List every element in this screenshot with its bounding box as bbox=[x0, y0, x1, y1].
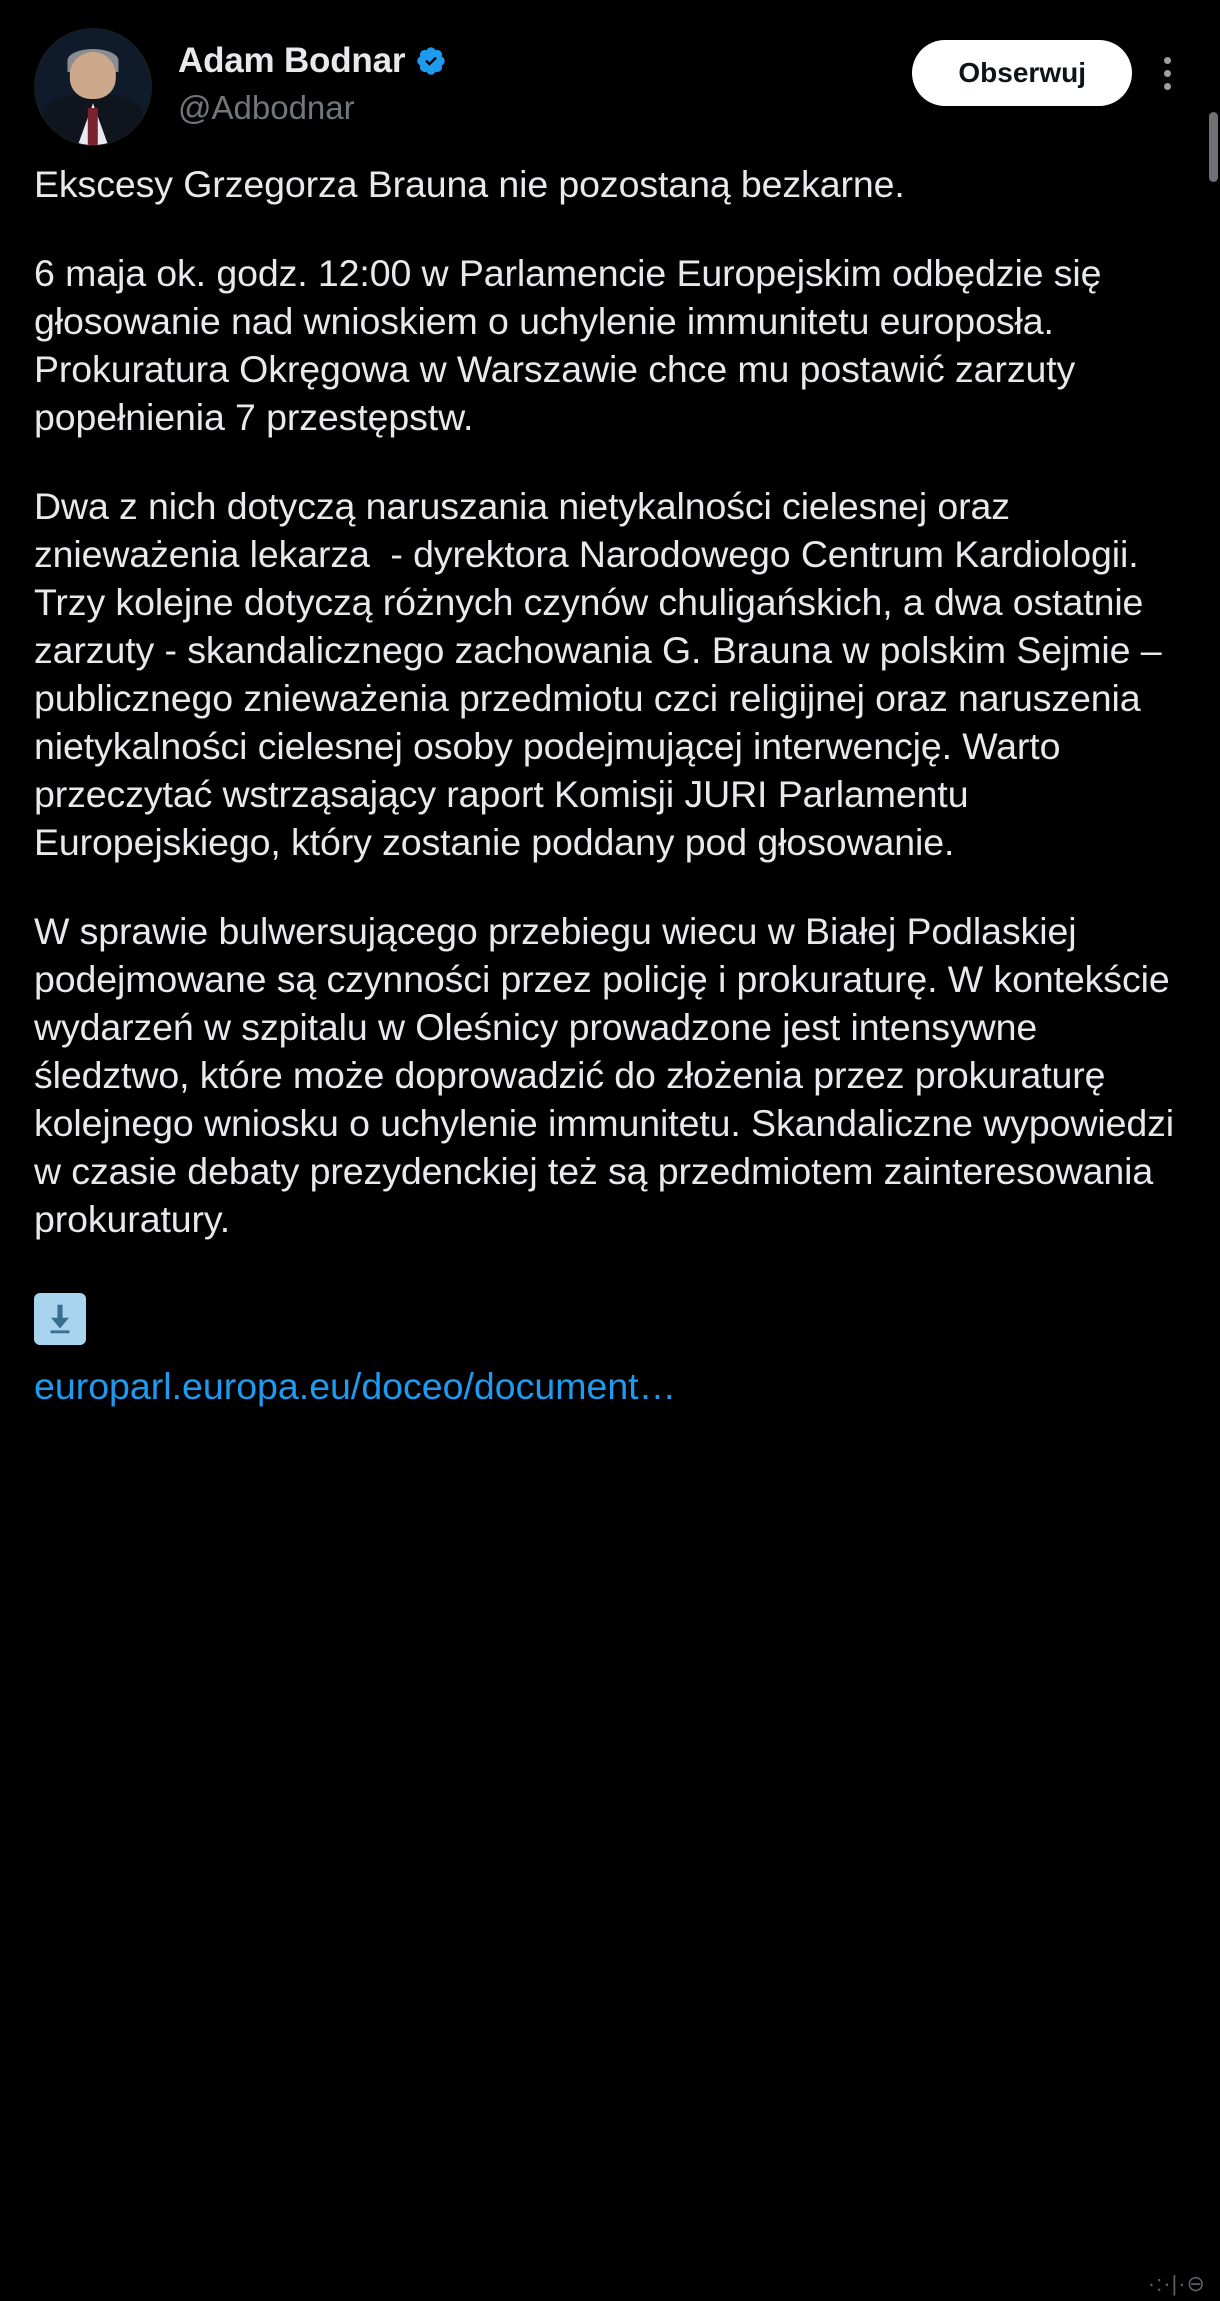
tweet-external-link[interactable]: europarl.europa.eu/doceo/document… bbox=[34, 1365, 677, 1407]
display-name[interactable]: Adam Bodnar bbox=[178, 41, 406, 80]
verified-badge-icon bbox=[415, 45, 447, 77]
more-options-icon[interactable] bbox=[1140, 43, 1194, 103]
more-dot-3 bbox=[1164, 83, 1171, 90]
tweet-paragraph-2: 6 maja ok. godz. 12:00 w Parlamencie Europejskim odbędzie się głosowanie nad wnioskiem o uchylenie immunitetu europosła. Prokuratura Okręgowa w Warszawie chce mu postawić zarzuty popełnienia 7 przestępstw. bbox=[34, 252, 1112, 438]
profile-name-block bbox=[178, 28, 447, 128]
tweet-link-area bbox=[0, 1243, 1220, 1410]
header-actions bbox=[912, 40, 1194, 106]
down-arrow-emoji-icon bbox=[34, 1293, 86, 1345]
tweet-paragraph-3: Dwa z nich dotyczą naruszania nietykalności cielesnej oraz znieważenia lekarza - dyrektora Narodowego Centrum Kardiologii. Trzy kolejne dotyczą różnych czynów chuligańskich, a dwa ostatnie zarzuty - skandalicznego zachowania G. Brauna w polskim Sejmie – publicznego znieważenia przedmiotu czci religijnej oraz naruszenia nietykalności cielesnej osoby podejmującej interwencję. Warto przeczytać wstrząsający raport Komisji JURI Parlamentu Europejskiego, który zostanie poddany pod głosowanie. bbox=[34, 485, 1172, 863]
follow-button[interactable]: Obserwuj bbox=[912, 40, 1132, 106]
more-dot-2 bbox=[1164, 70, 1171, 77]
tweet-header bbox=[0, 0, 1220, 160]
scrollbar[interactable] bbox=[1208, 0, 1220, 2301]
profile-handle[interactable]: @Adbodnar bbox=[178, 88, 355, 126]
tweet-paragraph-4: W sprawie bulwersującego przebiegu wiecu w Białej Podlaskiej podejmowane są czynności przez policję i prokuraturę. W kontekście wydarzeń w szpitalu w Oleśnicy prowadzone jest intensywne śledztwo, które może doprowadzić do złożenia przez prokuraturę kolejnego wniosku o uchylenie immunitetu. Skandaliczne wypowiedzi w czasie debaty prezydenckiej też są przedmiotem zainteresowania prokuratury. bbox=[34, 910, 1185, 1240]
avatar-image bbox=[35, 29, 151, 145]
tweet-text bbox=[0, 160, 1220, 1243]
more-dot-1 bbox=[1164, 57, 1171, 64]
tweet-paragraph-1: Ekscesy Grzegorza Brauna nie pozostaną bezkarne. bbox=[34, 163, 905, 205]
profile-name-row bbox=[178, 42, 447, 81]
avatar[interactable] bbox=[34, 28, 152, 146]
corner-glyph: ·:·|·⊖ bbox=[1147, 2271, 1206, 2296]
avatar-head-shape bbox=[70, 52, 116, 98]
avatar-tie-shape bbox=[88, 108, 98, 145]
scrollbar-thumb[interactable] bbox=[1209, 112, 1218, 182]
